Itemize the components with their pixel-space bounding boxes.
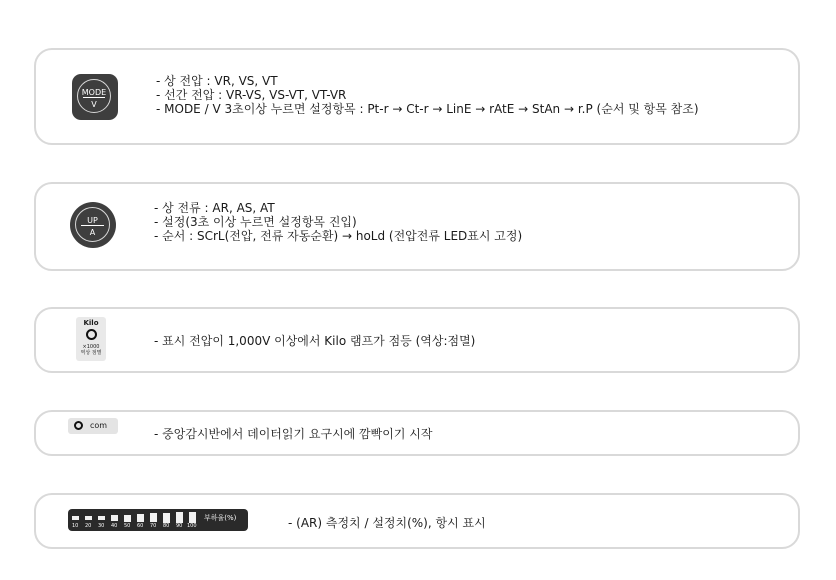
kilo-label: Kilo bbox=[83, 319, 99, 327]
bar-cell-10 bbox=[189, 512, 196, 523]
current-line-2: - 설정(3초 이상 누르면 설정항목 진입) bbox=[154, 215, 357, 229]
load-card bbox=[34, 493, 800, 549]
bar-cell-6 bbox=[137, 514, 144, 522]
kilo-lamp-icon bbox=[86, 329, 97, 340]
voltage-card bbox=[34, 48, 800, 145]
current-description bbox=[154, 201, 522, 243]
up-button-divider bbox=[81, 225, 104, 226]
com-indicator bbox=[68, 418, 118, 434]
bar-tick-20: 20 bbox=[85, 523, 92, 529]
bar-cell-3 bbox=[98, 516, 105, 520]
bar-tick-10: 10 bbox=[72, 523, 79, 529]
bar-tick-60: 60 bbox=[137, 523, 144, 529]
mode-button-divider bbox=[83, 97, 105, 98]
voltage-line-1: - 상 전압 : VR, VS, VT bbox=[156, 74, 278, 88]
mode-button-ring bbox=[77, 79, 111, 113]
current-line-1: - 상 전류 : AR, AS, AT bbox=[154, 201, 275, 215]
bar-cell-8 bbox=[163, 513, 170, 523]
bar-cell-1 bbox=[72, 516, 79, 520]
mode-button-bottom-label: V bbox=[91, 100, 97, 109]
up-button-ring bbox=[75, 207, 110, 242]
bar-cell-2 bbox=[85, 516, 92, 520]
bar-cell-9 bbox=[176, 512, 183, 523]
kilo-sub-multiplier: ×1000 bbox=[82, 344, 100, 350]
voltage-description bbox=[156, 74, 699, 116]
load-bar-graph bbox=[68, 509, 248, 531]
kilo-sub-label bbox=[76, 344, 106, 356]
bar-tick-50: 50 bbox=[124, 523, 131, 529]
bar-tick-90: 90 bbox=[176, 523, 183, 529]
mode-v-button[interactable] bbox=[72, 74, 118, 120]
bar-tick-40: 40 bbox=[111, 523, 118, 529]
voltage-line-2: - 선간 전압 : VR-VS, VS-VT, VT-VR bbox=[156, 88, 347, 102]
load-line-1: - (AR) 측정치 / 설정치(%), 항시 표시 bbox=[288, 516, 486, 530]
bar-tick-100: 100 bbox=[187, 523, 197, 529]
com-card bbox=[34, 410, 800, 456]
bar-cell-5 bbox=[124, 515, 131, 522]
up-a-button[interactable] bbox=[70, 202, 116, 248]
kilo-sub-note: 역상 점멸 bbox=[80, 350, 102, 356]
com-label: com bbox=[90, 421, 108, 430]
load-description bbox=[288, 516, 486, 530]
bar-tick-30: 30 bbox=[98, 523, 105, 529]
current-card bbox=[34, 182, 800, 271]
kilo-line-1: - 표시 전압이 1,000V 이상에서 Kilo 램프가 점등 (역상:점멸) bbox=[154, 334, 476, 348]
kilo-card bbox=[34, 307, 800, 373]
up-button-top-label: UP bbox=[87, 216, 98, 225]
com-lamp-icon bbox=[74, 421, 83, 430]
bar-cell-4 bbox=[111, 515, 118, 521]
mode-button-top-label: MODE bbox=[81, 88, 107, 97]
current-line-3: - 순서 : SCrL(전압, 전류 자동순환) → hoLd (전압전류 LED표시 고정) bbox=[154, 229, 523, 243]
kilo-description bbox=[154, 334, 475, 348]
com-line-1: - 중앙감시반에서 데이터읽기 요구시에 깜빡이기 시작 bbox=[154, 427, 433, 441]
load-rate-label: 부하율(%) bbox=[204, 514, 237, 522]
voltage-line-3: - MODE / V 3초이상 누르면 설정항목 : Pt-r → Ct-r → LinE → rAtE → StAn → r.P (순서 및 항목 참조) bbox=[156, 102, 699, 116]
up-button-bottom-label: A bbox=[89, 228, 96, 237]
bar-tick-70: 70 bbox=[150, 523, 157, 529]
com-description bbox=[154, 427, 432, 441]
bar-tick-80: 80 bbox=[163, 523, 170, 529]
kilo-indicator bbox=[76, 317, 106, 361]
bar-cell-7 bbox=[150, 513, 157, 522]
